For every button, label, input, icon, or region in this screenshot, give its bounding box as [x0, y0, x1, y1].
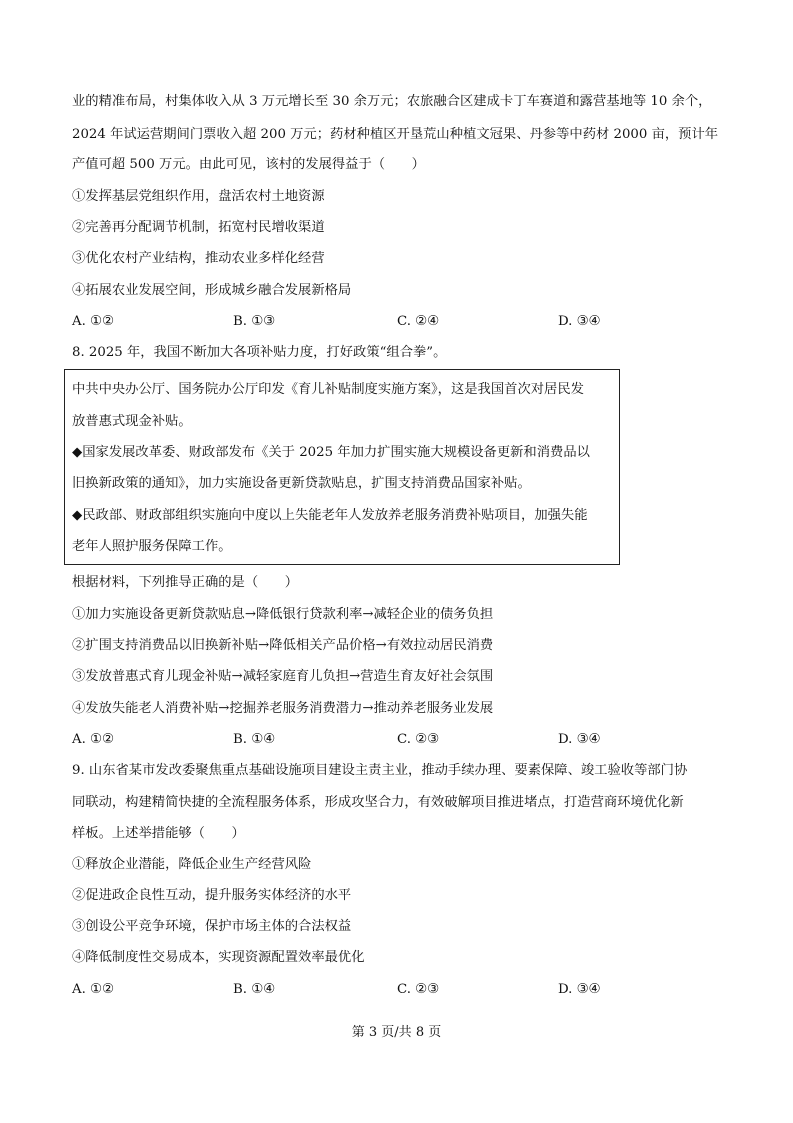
statement-1: ①释放企业潜能，降低企业生产经营风险 — [72, 857, 312, 872]
statement-4: ④拓展农业发展空间，形成城乡融合发展新格局 — [72, 283, 352, 298]
text-line: 2024 年试运营期间门票收入超 200 万元；药材种植区开垦荒山种植文冠果、丹参等中药材 2000 亩，预计年 — [72, 127, 719, 142]
option-a[interactable]: A. ①② — [72, 982, 114, 997]
statement-2: ②扩围支持消费品以旧换新补贴→降低相关产品价格→有效拉动居民消费 — [72, 638, 494, 653]
option-a[interactable]: A. ①② — [72, 314, 114, 329]
option-d[interactable]: D. ③④ — [558, 314, 601, 329]
option-b[interactable]: B. ①④ — [233, 982, 276, 997]
material-line: ◆国家发展改革委、财政部发布《关于 2025 年加力扩围实施大规模设备更新和消费品以 — [72, 445, 590, 460]
option-d[interactable]: D. ③④ — [558, 982, 601, 997]
question-prompt: 样板。上述举措能够（ ） — [72, 826, 245, 841]
material-line: ◆民政部、财政部组织实施向中度以上失能老年人发放养老服务消费补贴项目，加强失能 — [72, 508, 588, 523]
question-8-stem: 8. 2025 年，我国不断加大各项补贴力度，打好政策“组合拳”。 — [72, 345, 447, 360]
question-prompt: 根据材料，下列推导正确的是（ ） — [72, 575, 299, 590]
material-line: 放普惠式现金补贴。 — [72, 414, 192, 429]
option-b[interactable]: B. ①③ — [233, 314, 276, 329]
statement-4: ④发放失能老人消费补贴→挖掘养老服务消费潜力→推动养老服务业发展 — [72, 701, 494, 716]
question-9-stem: 9. 山东省某市发改委聚焦重点基础设施项目建设主责主业，推动手续办理、要素保障、竣工验收等部门协 — [72, 763, 688, 778]
material-line: 老年人照护服务保障工作。 — [72, 539, 232, 554]
option-a[interactable]: A. ①② — [72, 732, 114, 747]
option-b[interactable]: B. ①④ — [233, 732, 276, 747]
statement-1: ①加力实施设备更新贷款贴息→降低银行贷款利率→减轻企业的债务负担 — [72, 607, 494, 622]
material-line: 旧换新政策的通知》，加力实施设备更新贷款贴息，扩围支持消费品国家补贴。 — [72, 476, 531, 491]
question-prompt: 产值可超 500 万元。由此可见，该村的发展得益于（ ） — [72, 157, 425, 172]
page-number: 第 3 页/共 8 页 — [351, 1025, 442, 1040]
text-line: 业的精准布局，村集体收入从 3 万元增长至 30 余万元；农旅融合区建成卡丁车赛道和露营基地等 10 余个， — [72, 94, 712, 109]
option-d[interactable]: D. ③④ — [558, 732, 601, 747]
statement-2: ②促进政企良性互动，提升服务实体经济的水平 — [72, 888, 352, 903]
statement-1: ①发挥基层党组织作用，盘活农村土地资源 — [72, 189, 325, 204]
statement-3: ③创设公平竞争环境，保护市场主体的合法权益 — [72, 919, 352, 934]
statement-4: ④降低制度性交易成本，实现资源配置效率最优化 — [72, 950, 365, 965]
text-line: 同联动，构建精简快捷的全流程服务体系，形成攻坚合力，有效破解项目推进堵点，打造营商环境优化新 — [72, 795, 684, 810]
option-c[interactable]: C. ②④ — [397, 314, 439, 329]
option-c[interactable]: C. ②③ — [397, 732, 439, 747]
statement-3: ③发放普惠式育儿现金补贴→减轻家庭育儿负担→营造生育友好社会氛围 — [72, 669, 494, 684]
material-line: 中共中央办公厅、国务院办公厅印发《育儿补贴制度实施方案》，这是我国首次对居民发 — [72, 382, 584, 397]
statement-2: ②完善再分配调节机制，拓宽村民增收渠道 — [72, 220, 325, 235]
option-c[interactable]: C. ②③ — [397, 982, 439, 997]
statement-3: ③优化农村产业结构，推动农业多样化经营 — [72, 251, 325, 266]
